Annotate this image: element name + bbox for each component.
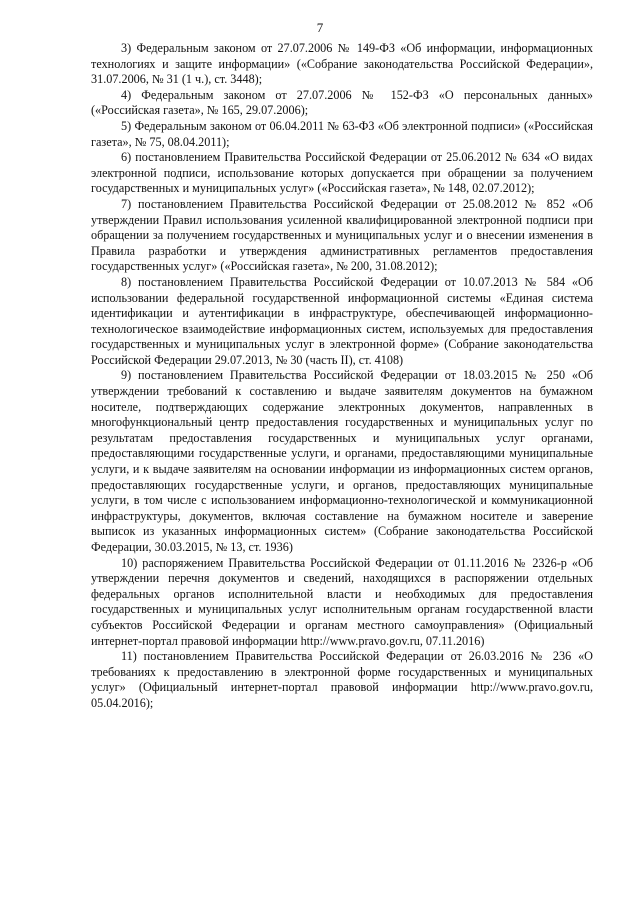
list-item-8-resolution-584: 8) постановлением Правительства Российской Федерации от 10.07.2013 № 584 «Об использовании федеральной государственной информационной системы «Единая система идентификации и аутентификации в инфраструктуре, обеспечивающей информационно-технологическое взаимодействие информационных систем, используемых для предоставления государственных и муниципальных услуг в электронной форме» (Собрание законодательства Российской Федерации 29.07.2013, № 30 (часть II), ст. 4108) [91, 274, 593, 367]
list-item-5-federal-law-63: 5) Федеральным законом от 06.04.2011 № 63-ФЗ «Об электронной подписи» («Российская газета», № 75, 08.04.2011); [91, 118, 593, 149]
list-item-9-resolution-250: 9) постановлением Правительства Российской Федерации от 18.03.2015 № 250 «Об утверждении требований к составлению и выдаче заявителям документов на бумажном носителе, подтверждающих содержание электронных документов, направленных в многофункциональный центр предоставления государственных и муниципальных услуг по результатам предоставления государственных и муниципальных услуг органами, предоставляющими государственные услуги, и органами, предоставляющими муниципальные услуги, и к выдаче заявителям на основании информации из информационных систем органов, предоставляющих государственные услуги, и органов, предоставляющих муниципальные услуги, в том числе с использованием информационно-технологической и коммуникационной инфраструктуры, документов, включая составление на бумажном носителе и заверение выписок из указанных информационных систем» (Собрание законодательства Российской Федерации, 30.03.2015, № 13, ст. 1936) [91, 368, 593, 554]
list-item-7-resolution-852: 7) постановлением Правительства Российской Федерации от 25.08.2012 № 852 «Об утверждении Правил использования усиленной квалифицированной электронной подписи при обращении за получением государственных и муниципальных услуг и о внесении изменения в Правила разработки и утверждения административных регламентов предоставления государственных услуг» («Российская газета», № 200, 31.08.2012); [91, 196, 593, 274]
document-body [91, 41, 593, 712]
list-item-10-order-2326: 10) распоряжением Правительства Российской Федерации от 01.11.2016 № 2326-р «Об утверждении перечня документов и сведений, находящихся в распоряжении отдельных федеральных органов исполнительной власти и необходимых для предоставления государственных и муниципальных услуг исполнительным органам государственной власти субъектов Российской Федерации и органам местного самоуправления» (Официальный интернет-портал правовой информации http://www.pravo.gov.ru, 07.11.2016) [91, 555, 593, 648]
list-item-6-resolution-634: 6) постановлением Правительства Российской Федерации от 25.06.2012 № 634 «О видах электронной подписи, использование которых допускается при обращении за получением государственных и муниципальных услуг» («Российская газета», № 148, 02.07.2012); [91, 150, 593, 196]
list-item-4-federal-law-152: 4) Федеральным законом от 27.07.2006 № 152-ФЗ «О персональных данных» («Российская газета», № 165, 29.07.2006); [91, 87, 593, 118]
page-number: 7 [316, 20, 324, 35]
list-item-11-resolution-236: 11) постановлением Правительства Российской Федерации от 26.03.2016 № 236 «О требованиях к предоставлению в электронной форме государственных и муниципальных услуг» (Официальный интернет-портал правовой информации http://www.pravo.gov.ru, 05.04.2016); [91, 649, 593, 710]
list-item-3-federal-law-149: 3) Федеральным законом от 27.07.2006 № 149-ФЗ «Об информации, информационных технологиях и защите информации» («Собрание законодательства Российской Федерации», 31.07.2006, № 31 (1 ч.), ст. 3448); [91, 41, 593, 87]
